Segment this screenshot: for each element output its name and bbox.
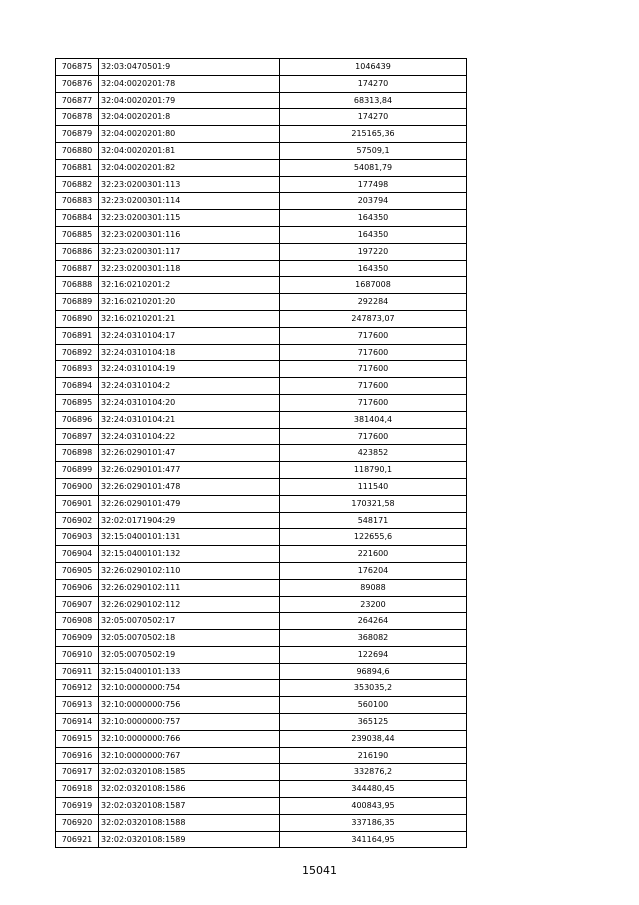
table-row (56, 310, 467, 327)
value-cell: 89088 (280, 579, 467, 596)
table-row (56, 546, 467, 563)
cadastral-number-cell: 32:10:0000000:766 (99, 730, 280, 747)
value-cell: 717600 (280, 344, 467, 361)
value-cell: 560100 (280, 697, 467, 714)
table-row (56, 781, 467, 798)
value-cell: 197220 (280, 243, 467, 260)
cadastral-number-cell: 32:10:0000000:767 (99, 747, 280, 764)
cadastral-number-cell: 32:05:0070502:18 (99, 630, 280, 647)
table-row (56, 814, 467, 831)
cadastral-number-cell: 32:23:0200301:113 (99, 176, 280, 193)
value-cell: 400843,95 (280, 798, 467, 815)
table-row (56, 714, 467, 731)
row-id-cell: 706880 (56, 142, 99, 159)
table-row (56, 428, 467, 445)
table-row (56, 193, 467, 210)
value-cell: 368082 (280, 630, 467, 647)
table-row (56, 159, 467, 176)
cadastral-number-cell: 32:26:0290101:479 (99, 495, 280, 512)
table-row (56, 730, 467, 747)
cadastral-number-cell: 32:26:0290102:111 (99, 579, 280, 596)
table-row (56, 176, 467, 193)
row-id-cell: 706919 (56, 798, 99, 815)
cadastral-number-cell: 32:15:0400101:131 (99, 529, 280, 546)
row-id-cell: 706915 (56, 730, 99, 747)
value-cell: 68313,84 (280, 92, 467, 109)
row-id-cell: 706916 (56, 747, 99, 764)
table-row (56, 92, 467, 109)
cadastral-number-cell: 32:04:0020201:81 (99, 142, 280, 159)
cadastral-number-cell: 32:26:0290101:47 (99, 445, 280, 462)
row-id-cell: 706921 (56, 831, 99, 848)
table-row (56, 462, 467, 479)
table-row (56, 243, 467, 260)
table-row (56, 697, 467, 714)
value-cell: 337186,35 (280, 814, 467, 831)
cadastral-number-cell: 32:23:0200301:115 (99, 210, 280, 227)
cadastral-number-cell: 32:02:0320108:1588 (99, 814, 280, 831)
table-row (56, 361, 467, 378)
row-id-cell: 706906 (56, 579, 99, 596)
table-row (56, 294, 467, 311)
cadastral-number-cell: 32:24:0310104:21 (99, 411, 280, 428)
cadastral-number-cell: 32:02:0320108:1586 (99, 781, 280, 798)
value-cell: 203794 (280, 193, 467, 210)
value-cell: 381404,4 (280, 411, 467, 428)
row-id-cell: 706908 (56, 613, 99, 630)
table-row (56, 260, 467, 277)
row-id-cell: 706883 (56, 193, 99, 210)
table-row (56, 630, 467, 647)
cadastral-number-cell: 32:24:0310104:20 (99, 394, 280, 411)
row-id-cell: 706897 (56, 428, 99, 445)
value-cell: 341164,95 (280, 831, 467, 848)
row-id-cell: 706920 (56, 814, 99, 831)
row-id-cell: 706882 (56, 176, 99, 193)
cadastral-number-cell: 32:26:0290101:477 (99, 462, 280, 479)
cadastral-number-cell: 32:24:0310104:19 (99, 361, 280, 378)
row-id-cell: 706879 (56, 126, 99, 143)
row-id-cell: 706914 (56, 714, 99, 731)
value-cell: 215165,36 (280, 126, 467, 143)
row-id-cell: 706894 (56, 378, 99, 395)
row-id-cell: 706889 (56, 294, 99, 311)
table-row (56, 529, 467, 546)
cadastral-number-cell: 32:23:0200301:117 (99, 243, 280, 260)
cadastral-number-cell: 32:23:0200301:118 (99, 260, 280, 277)
table-row (56, 747, 467, 764)
value-cell: 96894,6 (280, 663, 467, 680)
row-id-cell: 706884 (56, 210, 99, 227)
cadastral-number-cell: 32:10:0000000:757 (99, 714, 280, 731)
value-cell: 174270 (280, 75, 467, 92)
value-cell: 177498 (280, 176, 467, 193)
row-id-cell: 706903 (56, 529, 99, 546)
row-id-cell: 706877 (56, 92, 99, 109)
value-cell: 1046439 (280, 59, 467, 76)
row-id-cell: 706898 (56, 445, 99, 462)
row-id-cell: 706887 (56, 260, 99, 277)
cadastral-number-cell: 32:04:0020201:80 (99, 126, 280, 143)
table-row (56, 445, 467, 462)
table-row (56, 109, 467, 126)
cadastral-number-cell: 32:24:0310104:22 (99, 428, 280, 445)
row-id-cell: 706891 (56, 327, 99, 344)
value-cell: 164350 (280, 260, 467, 277)
table-row (56, 210, 467, 227)
table-row (56, 495, 467, 512)
value-cell: 423852 (280, 445, 467, 462)
cadastral-number-cell: 32:05:0070502:19 (99, 646, 280, 663)
cadastral-number-cell: 32:10:0000000:754 (99, 680, 280, 697)
table-row (56, 411, 467, 428)
cadastral-number-cell: 32:10:0000000:756 (99, 697, 280, 714)
row-id-cell: 706911 (56, 663, 99, 680)
table-row (56, 613, 467, 630)
cadastral-number-cell: 32:02:0171904:29 (99, 512, 280, 529)
value-cell: 717600 (280, 361, 467, 378)
value-cell: 1687008 (280, 277, 467, 294)
row-id-cell: 706892 (56, 344, 99, 361)
table-row (56, 831, 467, 848)
cadastral-number-cell: 32:04:0020201:79 (99, 92, 280, 109)
row-id-cell: 706901 (56, 495, 99, 512)
value-cell: 221600 (280, 546, 467, 563)
row-id-cell: 706890 (56, 310, 99, 327)
value-cell: 122694 (280, 646, 467, 663)
row-id-cell: 706910 (56, 646, 99, 663)
row-id-cell: 706918 (56, 781, 99, 798)
table-row (56, 562, 467, 579)
value-cell: 239038,44 (280, 730, 467, 747)
registry-table (55, 58, 467, 848)
value-cell: 247873,07 (280, 310, 467, 327)
row-id-cell: 706885 (56, 226, 99, 243)
value-cell: 23200 (280, 596, 467, 613)
table-row (56, 394, 467, 411)
cadastral-number-cell: 32:24:0310104:18 (99, 344, 280, 361)
registry-table-body (56, 59, 467, 848)
value-cell: 216190 (280, 747, 467, 764)
value-cell: 365125 (280, 714, 467, 731)
value-cell: 111540 (280, 478, 467, 495)
cadastral-number-cell: 32:24:0310104:17 (99, 327, 280, 344)
cadastral-number-cell: 32:16:0210201:21 (99, 310, 280, 327)
value-cell: 57509,1 (280, 142, 467, 159)
cadastral-number-cell: 32:02:0320108:1589 (99, 831, 280, 848)
table-row (56, 75, 467, 92)
value-cell: 717600 (280, 378, 467, 395)
table-row (56, 327, 467, 344)
cadastral-number-cell: 32:03:0470501:9 (99, 59, 280, 76)
row-id-cell: 706876 (56, 75, 99, 92)
row-id-cell: 706878 (56, 109, 99, 126)
cadastral-number-cell: 32:04:0020201:82 (99, 159, 280, 176)
value-cell: 122655,6 (280, 529, 467, 546)
value-cell: 344480,45 (280, 781, 467, 798)
cadastral-number-cell: 32:23:0200301:114 (99, 193, 280, 210)
value-cell: 176204 (280, 562, 467, 579)
cadastral-number-cell: 32:02:0320108:1585 (99, 764, 280, 781)
row-id-cell: 706902 (56, 512, 99, 529)
row-id-cell: 706900 (56, 478, 99, 495)
table-row (56, 59, 467, 76)
value-cell: 164350 (280, 226, 467, 243)
row-id-cell: 706907 (56, 596, 99, 613)
row-id-cell: 706895 (56, 394, 99, 411)
value-cell: 292284 (280, 294, 467, 311)
cadastral-number-cell: 32:16:0210201:20 (99, 294, 280, 311)
table-row (56, 596, 467, 613)
row-id-cell: 706896 (56, 411, 99, 428)
row-id-cell: 706905 (56, 562, 99, 579)
table-row (56, 226, 467, 243)
cadastral-number-cell: 32:26:0290102:112 (99, 596, 280, 613)
value-cell: 717600 (280, 394, 467, 411)
row-id-cell: 706899 (56, 462, 99, 479)
cadastral-number-cell: 32:04:0020201:8 (99, 109, 280, 126)
cadastral-number-cell: 32:02:0320108:1587 (99, 798, 280, 815)
cadastral-number-cell: 32:04:0020201:78 (99, 75, 280, 92)
page-number: 15041 (302, 864, 337, 877)
value-cell: 264264 (280, 613, 467, 630)
table-row (56, 798, 467, 815)
table-row (56, 764, 467, 781)
cadastral-number-cell: 32:15:0400101:133 (99, 663, 280, 680)
row-id-cell: 706886 (56, 243, 99, 260)
cadastral-number-cell: 32:05:0070502:17 (99, 613, 280, 630)
cadastral-number-cell: 32:26:0290102:110 (99, 562, 280, 579)
value-cell: 170321,58 (280, 495, 467, 512)
row-id-cell: 706909 (56, 630, 99, 647)
cadastral-number-cell: 32:16:0210201:2 (99, 277, 280, 294)
value-cell: 332876,2 (280, 764, 467, 781)
value-cell: 164350 (280, 210, 467, 227)
value-cell: 118790,1 (280, 462, 467, 479)
table-row (56, 478, 467, 495)
row-id-cell: 706893 (56, 361, 99, 378)
row-id-cell: 706881 (56, 159, 99, 176)
value-cell: 717600 (280, 327, 467, 344)
cadastral-number-cell: 32:23:0200301:116 (99, 226, 280, 243)
value-cell: 717600 (280, 428, 467, 445)
row-id-cell: 706912 (56, 680, 99, 697)
table-row (56, 512, 467, 529)
row-id-cell: 706904 (56, 546, 99, 563)
cadastral-number-cell: 32:24:0310104:2 (99, 378, 280, 395)
row-id-cell: 706888 (56, 277, 99, 294)
table-row (56, 680, 467, 697)
value-cell: 54081,79 (280, 159, 467, 176)
table-row (56, 126, 467, 143)
row-id-cell: 706913 (56, 697, 99, 714)
value-cell: 174270 (280, 109, 467, 126)
value-cell: 353035,2 (280, 680, 467, 697)
row-id-cell: 706875 (56, 59, 99, 76)
table-row (56, 663, 467, 680)
cadastral-number-cell: 32:15:0400101:132 (99, 546, 280, 563)
table-row (56, 378, 467, 395)
table-row (56, 646, 467, 663)
value-cell: 548171 (280, 512, 467, 529)
row-id-cell: 706917 (56, 764, 99, 781)
cadastral-number-cell: 32:26:0290101:478 (99, 478, 280, 495)
table-row (56, 344, 467, 361)
table-row (56, 579, 467, 596)
table-row (56, 277, 467, 294)
table-row (56, 142, 467, 159)
